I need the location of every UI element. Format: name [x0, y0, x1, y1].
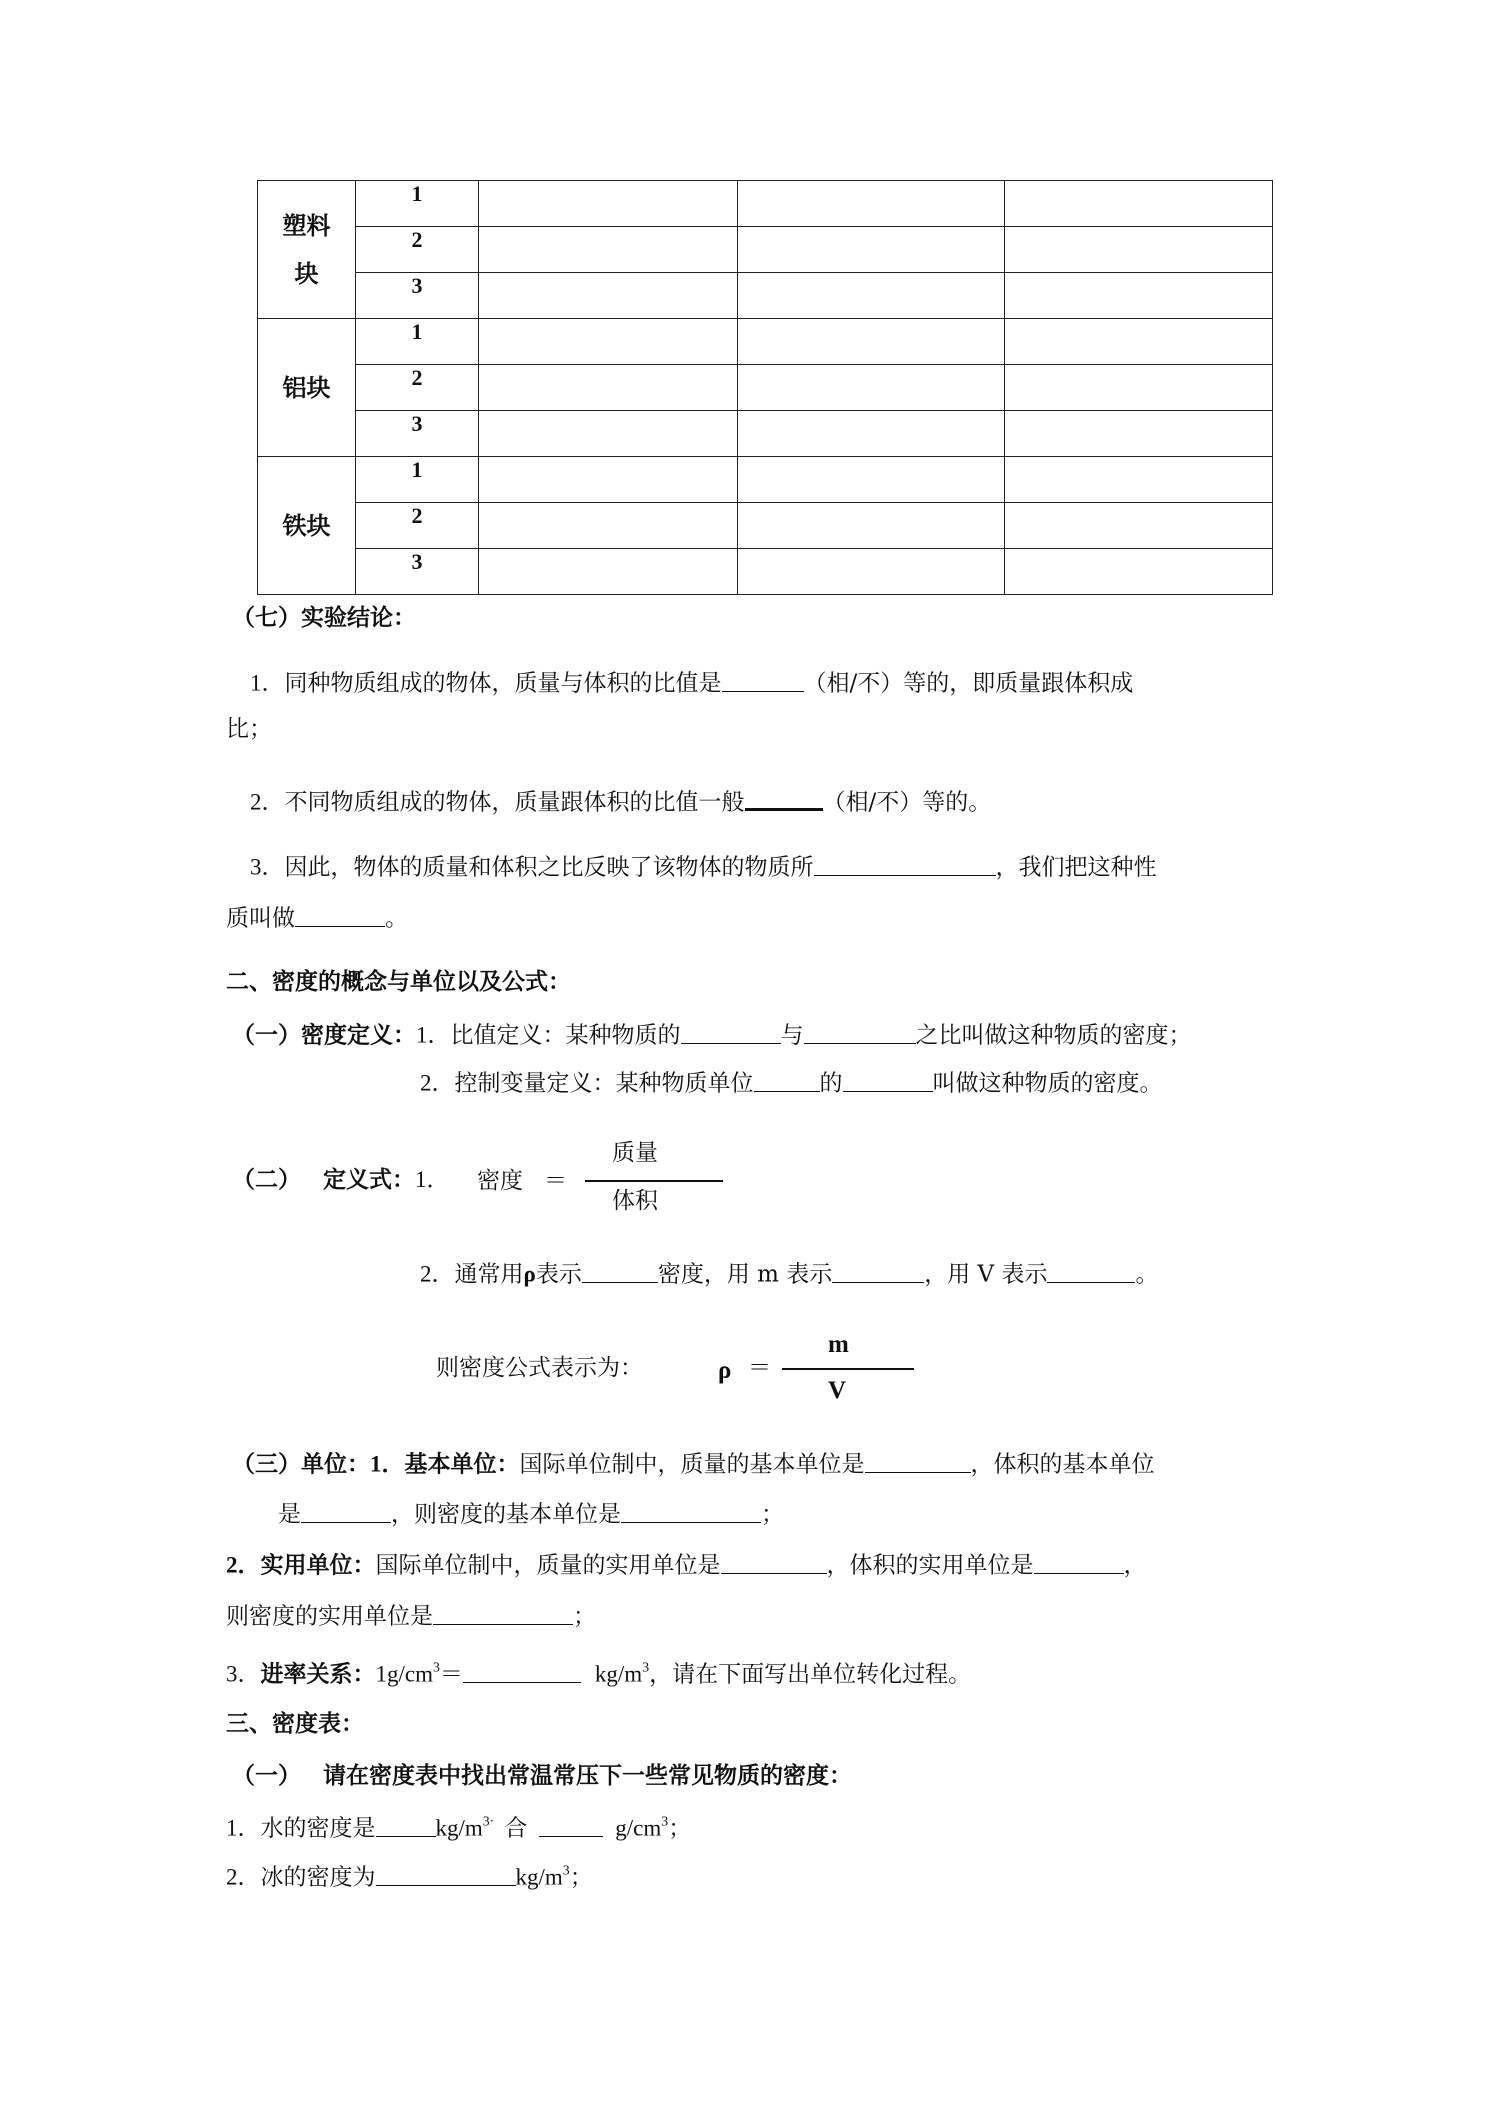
table-cell[interactable]: [738, 457, 1005, 503]
conclusion-item-1-wrap: 比；: [226, 716, 272, 742]
table-row: [258, 457, 1273, 503]
table-cell[interactable]: [479, 319, 738, 365]
row-index: 2: [356, 365, 479, 411]
section3-heading: 三、密度表：: [226, 1710, 364, 1737]
definition-line-2: 2．控制变量定义：某种物质单位 的 叫做这种物质的密度。: [420, 1070, 1163, 1097]
conclusion-item-1: 1．同种物质组成的物体，质量与体积的比值是 （相/不）等的，即质量跟体积成: [250, 670, 1134, 697]
table-cell[interactable]: [1005, 411, 1273, 457]
fill-blank[interactable]: [1047, 1260, 1135, 1283]
table-row: [258, 227, 1273, 273]
row-index: 1: [356, 457, 479, 503]
section3-sub: （一） 请在密度表中找出常温常压下一些常见物质的密度：: [232, 1762, 852, 1789]
conclusion-item-2: 2．不同物质组成的物体，质量跟体积的比值一般 （相/不）等的。: [250, 786, 991, 815]
fill-blank[interactable]: [582, 1260, 658, 1283]
table-cell[interactable]: [738, 549, 1005, 595]
table-cell[interactable]: [479, 273, 738, 319]
table-cell[interactable]: [1005, 549, 1273, 595]
ice-density: 2．冰的密度为 $kg/m^3$；: [226, 1862, 593, 1891]
units-basic: （三）单位：1．基本单位：国际单位制中，质量的基本单位是 ，体积的基本单位: [232, 1450, 1155, 1478]
table-cell[interactable]: [479, 457, 738, 503]
fill-blank[interactable]: [301, 1500, 391, 1523]
units-rate: 3．进率关系：$1g/cm^3= kg/m^3$，请在下面写出单位转化过程。: [226, 1659, 972, 1688]
table-cell[interactable]: [1005, 503, 1273, 549]
table-cell[interactable]: [479, 503, 738, 549]
units-practical: 2．实用单位：国际单位制中，质量的实用单位是 ，体积的实用单位是 ，: [226, 1551, 1147, 1579]
formula-equals-2: ＝: [748, 1355, 771, 1381]
fill-blank[interactable]: [433, 1602, 573, 1625]
table-row: [258, 319, 1273, 365]
table-cell[interactable]: [738, 503, 1005, 549]
table-row: [258, 549, 1273, 595]
table-cell[interactable]: [1005, 319, 1273, 365]
formula-label: （二） 定义式：1．: [232, 1166, 450, 1193]
section2-heading: 二、密度的概念与单位以及公式：: [226, 968, 571, 995]
row-index: 1: [356, 181, 479, 227]
fill-blank[interactable]: [754, 1069, 820, 1092]
row-index: 1: [356, 319, 479, 365]
water-density: 1．水的密度是 $kg/m^{3\cdot}$ 合 $g/cm^3$；: [226, 1813, 692, 1842]
row-index: 3: [356, 411, 479, 457]
fill-blank[interactable]: [814, 853, 996, 876]
table-row: [258, 411, 1273, 457]
table-row: [258, 273, 1273, 319]
fill-blank[interactable]: [721, 1551, 827, 1574]
row-index: 2: [356, 227, 479, 273]
formula-equals: ＝: [544, 1168, 567, 1194]
table-cell[interactable]: [479, 365, 738, 411]
formula-intro: 则密度公式表示为：: [436, 1355, 643, 1381]
table-cell[interactable]: [479, 411, 738, 457]
fill-blank[interactable]: [865, 1450, 971, 1473]
fill-blank[interactable]: [1034, 1551, 1124, 1574]
fill-blank[interactable]: [681, 1021, 781, 1044]
fill-blank[interactable]: [832, 1260, 924, 1283]
table-cell[interactable]: [738, 227, 1005, 273]
conclusion-item-3: 3．因此，物体的质量和体积之比反映了该物体的物质所 ，我们把这种性: [250, 854, 1157, 881]
row-index: 3: [356, 549, 479, 595]
data-table: [257, 180, 1273, 595]
fill-blank[interactable]: [804, 1021, 916, 1044]
table-row: [258, 365, 1273, 411]
fill-blank[interactable]: [843, 1069, 933, 1092]
definition-line-1: （一）密度定义：1．比值定义：某种物质的 与 之比叫做这种物质的密度；: [232, 1021, 1192, 1049]
table-row: [258, 181, 1273, 227]
table-cell[interactable]: [1005, 273, 1273, 319]
row-index: 2: [356, 503, 479, 549]
table-cell[interactable]: [479, 227, 738, 273]
formula-numerator: 质量: [612, 1140, 658, 1166]
conclusion-heading: （七）实验结论：: [232, 604, 416, 631]
fill-blank[interactable]: [295, 904, 385, 927]
conclusion-item-3-wrap: 质叫做 。: [226, 905, 408, 932]
units-practical-wrap: 则密度的实用单位是 ；: [226, 1603, 596, 1630]
row-index: 3: [356, 273, 479, 319]
table-cell[interactable]: [738, 365, 1005, 411]
fill-blank[interactable]: [539, 1814, 603, 1837]
rho-symbol: ρ: [718, 1357, 732, 1384]
fill-blank[interactable]: [376, 1863, 516, 1886]
table-cell[interactable]: [479, 181, 738, 227]
table-cell[interactable]: [1005, 227, 1273, 273]
fraction-bar-2: [782, 1368, 914, 1370]
formula-lhs: 密度: [477, 1168, 523, 1194]
fill-blank[interactable]: [463, 1660, 581, 1683]
fill-blank[interactable]: [376, 1814, 436, 1837]
group-label-plastic: 塑料 块: [258, 181, 356, 319]
symbol-line: 2．通常用ρ表示 密度，用 m 表示 ，用 V 表示 。: [420, 1261, 1159, 1288]
table-cell[interactable]: [738, 181, 1005, 227]
table-cell[interactable]: [1005, 181, 1273, 227]
fill-blank[interactable]: [745, 786, 823, 811]
mass-symbol: m: [828, 1331, 849, 1358]
table-cell[interactable]: [738, 411, 1005, 457]
table-row: [258, 503, 1273, 549]
group-label-aluminum: 铝块: [258, 319, 356, 457]
group-label-iron: 铁块: [258, 457, 356, 595]
table-cell[interactable]: [738, 273, 1005, 319]
table-cell[interactable]: [738, 319, 1005, 365]
fill-blank[interactable]: [722, 669, 804, 692]
table-cell[interactable]: [1005, 457, 1273, 503]
table-cell[interactable]: [479, 549, 738, 595]
volume-symbol: V: [828, 1377, 847, 1404]
fraction-bar: [585, 1180, 723, 1182]
fill-blank[interactable]: [621, 1500, 761, 1523]
formula-denominator: 体积: [612, 1188, 658, 1214]
table-cell[interactable]: [1005, 365, 1273, 411]
units-basic-wrap: 是 ，则密度的基本单位是 ；: [278, 1501, 784, 1528]
